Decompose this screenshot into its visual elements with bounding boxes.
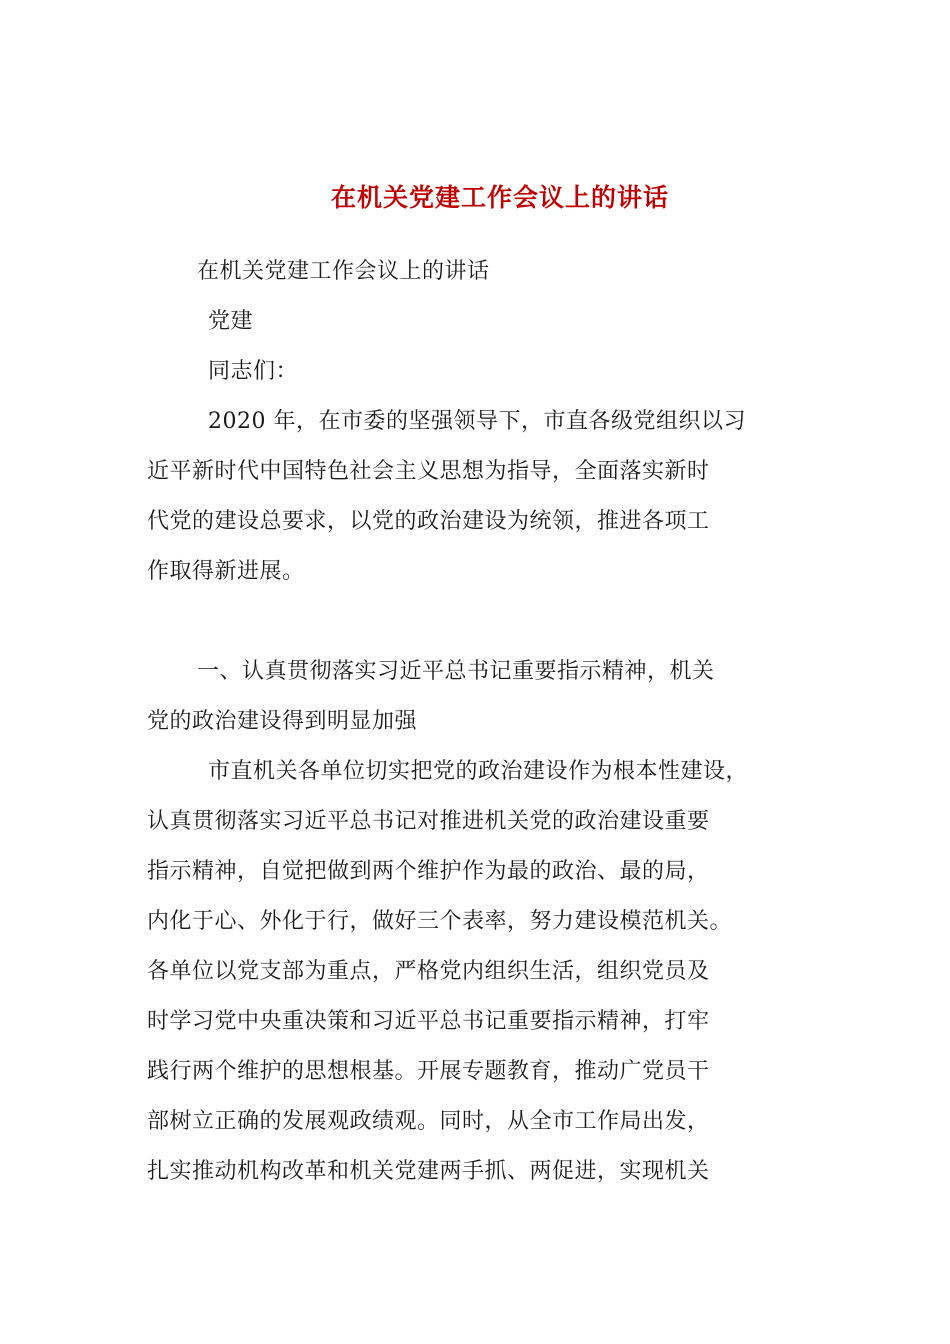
body-line: 时学习党中央重决策和习近平总书记重要指示精神，打牢 <box>147 1009 710 1034</box>
body-line: 内化于心、外化于行，做好三个表率，努力建设模范机关。 <box>147 909 733 934</box>
body-line: 扎实推动机构改革和机关党建两手抓、两促进，实现机关 <box>147 1159 710 1184</box>
intro-line: 2020 年，在市委的坚强领导下，市直各级党组织以习 <box>208 409 746 434</box>
salutation: 同志们： <box>208 359 299 384</box>
document-subtitle: 在机关党建工作会议上的讲话 <box>197 259 490 284</box>
body-line: 认真贯彻落实习近平总书记对推进机关党的政治建设重要 <box>147 809 710 834</box>
body-line: 践行两个维护的思想根基。开展专题教育，推动广党员干 <box>147 1059 710 1084</box>
document-category: 党建 <box>208 309 254 334</box>
body-line: 各单位以党支部为重点，严格党内组织生活，组织党员及 <box>147 959 710 984</box>
section-heading-line: 一、认真贯彻落实习近平总书记重要指示精神，机关 <box>197 659 715 684</box>
intro-line: 作取得新进展。 <box>147 559 305 584</box>
body-line: 部树立正确的发展观政绩观。同时，从全市工作局出发， <box>147 1109 710 1134</box>
body-line: 指示精神，自觉把做到两个维护作为最的政治、最的局， <box>147 859 710 884</box>
intro-line: 近平新时代中国特色社会主义思想为指导，全面落实新时 <box>147 459 710 484</box>
body-line: 市直机关各单位切实把党的政治建设作为根本性建设， <box>208 759 749 784</box>
section-heading-line: 党的政治建设得到明显加强 <box>147 709 418 734</box>
intro-line: 代党的建设总要求，以党的政治建设为统领，推进各项工 <box>147 509 710 534</box>
document-title: 在机关党建工作会议上的讲话 <box>330 183 669 212</box>
